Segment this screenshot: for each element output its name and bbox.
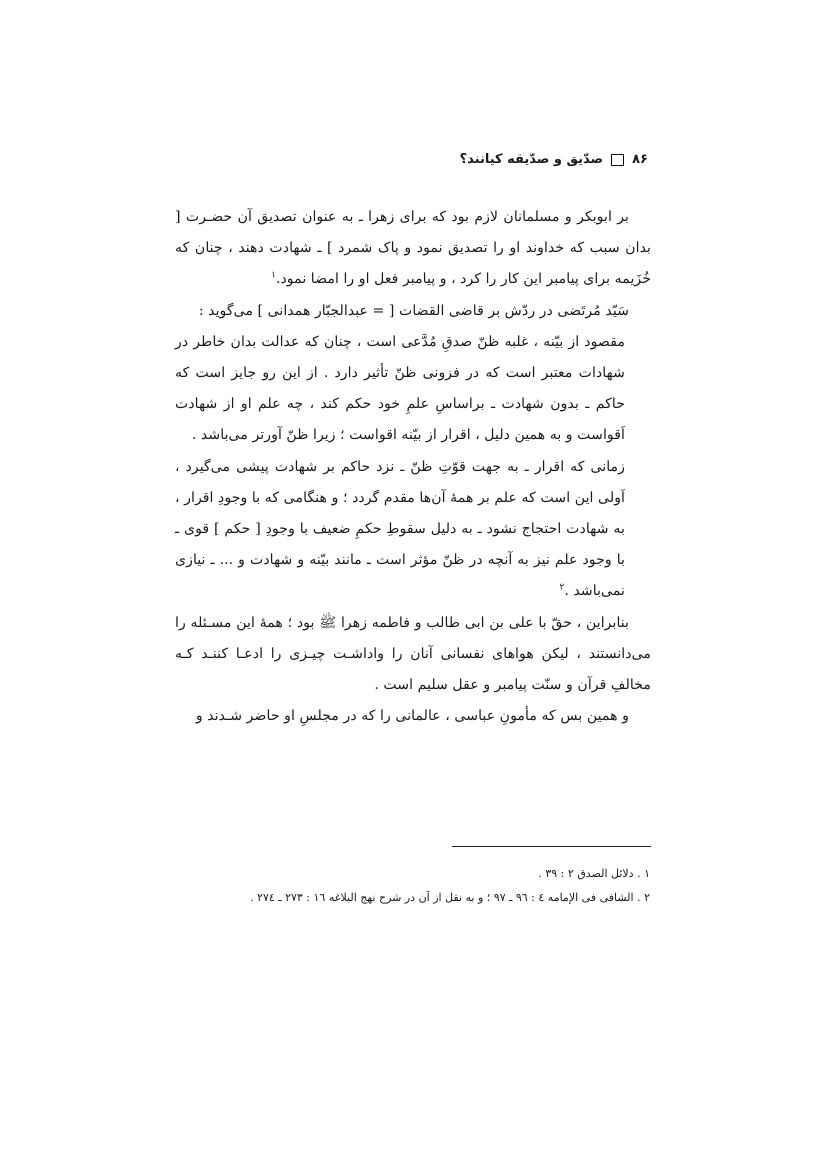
- paragraph: [175, 608, 651, 702]
- paragraph-text: بنابراین ، حقّ با علی بن ابی طالب و فاطمه زهرا ﷺ بود ؛ همهٔ این مسـئله را می‌دانستند ، لیکن هواهای نفسانی آنان را واداشـت چیـزی را ادعـا کننـد کـه مخالفِ قرآن و سنّت پیامبر و عقل سلیم است .: [175, 614, 651, 694]
- page-number: ۸۶: [632, 152, 648, 167]
- paragraph-text: و همین بس که مأمونِ عباسی ، عالمانی را که در مجلسِ او حاضر شـدند و: [195, 708, 629, 725]
- quoted-paragraph: [175, 452, 651, 608]
- paragraph-text: بر ابوبکر و مسلمانان لازم بود که برای زهرا ـ به عنوان تصدیق آن حضـرت [ بدان سبب که خداوند او را تصدیق نمود و پاک شمرد ] ـ شهادت دهند ، چنان که خُزَیمه برای پیامبر این کار را کرد ، و پیامبر فعل او را امضا نمود.: [175, 209, 651, 288]
- paragraph: [175, 296, 651, 327]
- footnote-item: ۱ . دلائل الصدق ۲ : ۳۹ .: [538, 867, 650, 880]
- running-header: [460, 152, 648, 167]
- footnote-item: ۲ . الشافی فی الإمامه ٤ : ۹٦ ـ ۹۷ ؛ و به نقل از آن در شرح نهج البلاغه ۱٦ : ۲۷۳ ـ ۲۷٤ .: [250, 891, 650, 904]
- quoted-paragraph: [175, 327, 651, 452]
- paragraph: [175, 202, 651, 296]
- footnote-mark[interactable]: ۲: [559, 582, 565, 593]
- main-text: [175, 202, 651, 732]
- paragraph: [175, 701, 651, 732]
- chapter-title: صدّیق و صدّیقه کیانند؟: [459, 152, 604, 167]
- footnote-separator: [452, 846, 651, 847]
- paragraph-text: سَیّد مُرتَضی در ردّش بر قاضی القضات [ = عبدالجبّار همدانی ] می‌گوید :: [198, 302, 629, 319]
- paragraph-text: زمانی که اقرار ـ به جهت قوّتِ ظنّ ـ نزد حاکم بر شهادت پیشی می‌گیرد ، اَولی این است که علم بر همهٔ آن‌ها مقدم گردد ؛ و هنگامی که با وجودِ اقرار ، به شهادت احتجاج نشود ـ به دلیل سقوطِ حکمِ ضعیف با وجودِ [ حکم ] قوی ـ با وجود علم نیز به آنچه در ظنّ مؤثر است ـ مانند بیّنه و شهادت و ... ـ نیازی نمی‌باشد .: [175, 458, 625, 600]
- square-bullet-icon: [611, 154, 624, 166]
- footnote-mark[interactable]: ۱: [271, 270, 276, 281]
- paragraph-text: مقصود از بیّنه ، غلبه ظنّ صدقِ مُدَّعی است ، چنان که عدالت بدان خاطر در شهادات معتبر است که در فزونی ظنّ تأثیر دارد . از این رو جایز است که حاکم ـ بدون شهادت ـ براساسِ علمِ خود حکم کند ، چه علم او از شهادت اَقواست و به همین دلیل ، اقرار از بیّنه اقواست ؛ زیرا ظنّ آورتر می‌باشد .: [175, 333, 625, 444]
- footnotes: [170, 862, 650, 910]
